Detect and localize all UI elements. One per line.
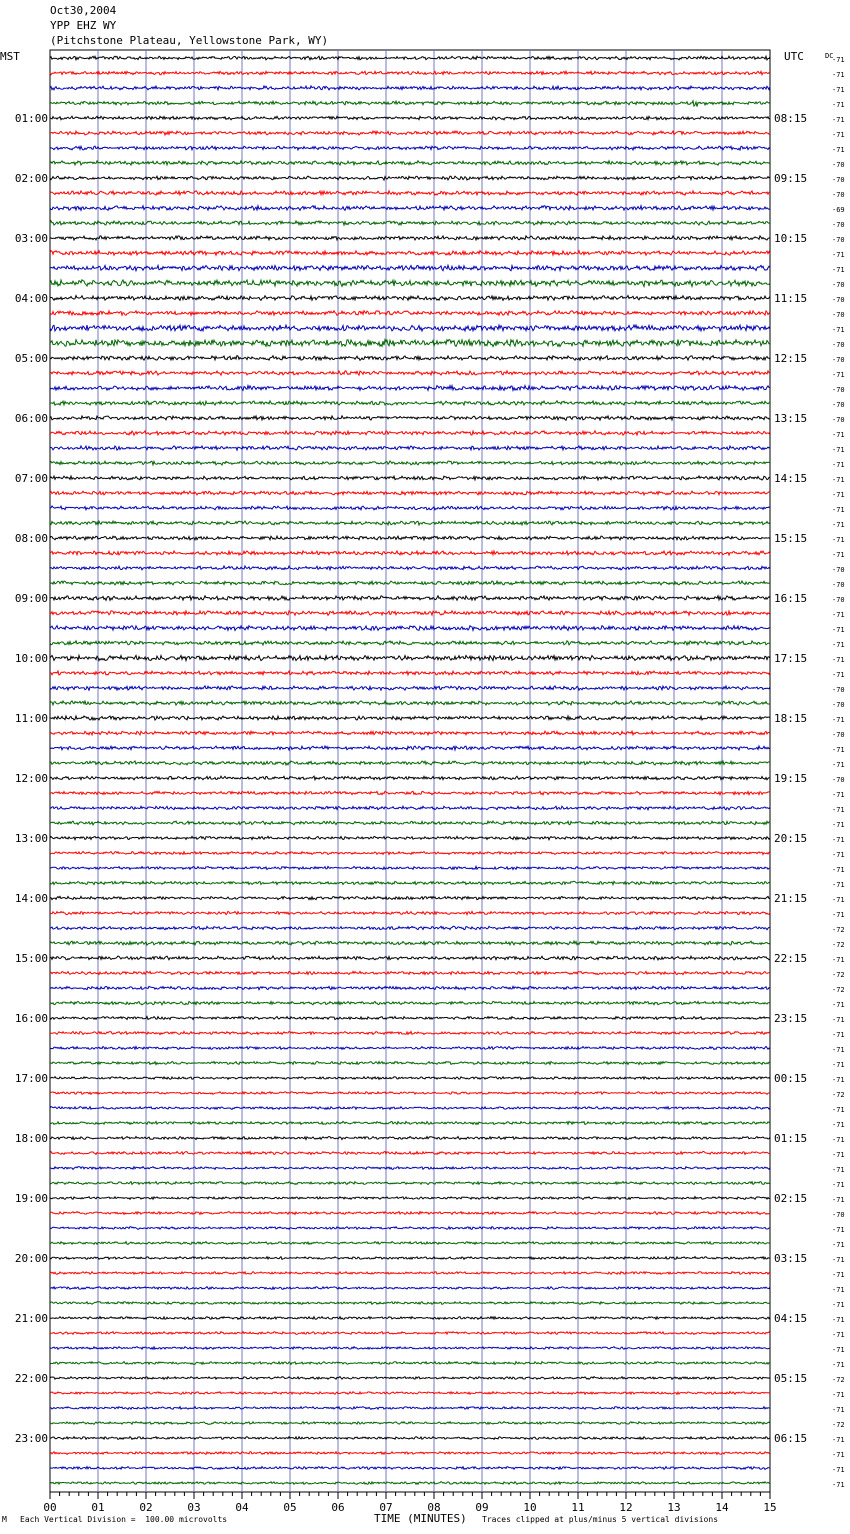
x-tick-label: 12 (619, 1501, 633, 1514)
seismic-trace (50, 596, 770, 601)
seismic-trace (50, 221, 770, 225)
utc-hour-label: 08:15 (774, 112, 808, 125)
seismic-trace (50, 1482, 770, 1485)
dc-offset-label: -70 (832, 581, 845, 589)
seismic-trace (50, 1302, 770, 1305)
seismic-trace (50, 1167, 770, 1170)
seismic-trace (50, 446, 770, 450)
seismic-trace (50, 386, 770, 391)
seismic-trace (50, 746, 770, 750)
dc-offset-label: -70 (832, 596, 845, 604)
dc-offset-label: -72 (832, 1421, 845, 1429)
seismic-trace (50, 101, 770, 107)
seismic-trace (50, 431, 770, 435)
dc-offset-label: -71 (832, 1406, 845, 1414)
seismic-trace (50, 56, 770, 60)
seismic-trace (50, 1212, 770, 1215)
seismic-trace (50, 131, 770, 135)
dc-offset-label: -71 (832, 881, 845, 889)
mst-hour-label: 20:00 (14, 1252, 48, 1265)
x-tick-label: 03 (187, 1501, 201, 1514)
seismic-trace (50, 339, 770, 346)
dc-offset-label: -70 (832, 356, 845, 364)
dc-offset-label: -71 (832, 851, 845, 859)
dc-offset-label: -70 (832, 191, 845, 199)
clip-note: Traces clipped at plus/minus 5 vertical divisions (482, 1515, 719, 1524)
seismic-trace (50, 852, 770, 855)
seismic-trace (50, 986, 770, 989)
dc-offset-label: -70 (832, 566, 845, 574)
dc-offset-label: -71 (832, 716, 845, 724)
x-tick-label: 01 (91, 1501, 105, 1514)
x-tick-label: 13 (667, 1501, 681, 1514)
dc-offset-label: -71 (832, 461, 845, 469)
dc-offset-label: -70 (832, 161, 845, 169)
seismic-trace (50, 1257, 770, 1260)
seismic-trace (50, 581, 770, 585)
mst-hour-label: 04:00 (14, 292, 48, 305)
mst-hour-label: 10:00 (14, 652, 48, 665)
dc-offset-label: -72 (832, 926, 845, 934)
scale-note: Each Vertical Division = 100.00 microvolts (20, 1515, 228, 1524)
dc-offset-label: -71 (832, 131, 845, 139)
dc-offset-label: -71 (832, 1046, 845, 1054)
dc-offset-label: -71 (832, 746, 845, 754)
mst-axis-label: MST (0, 50, 20, 63)
dc-offset-label: -71 (832, 1121, 845, 1129)
utc-hour-label: 15:15 (774, 532, 808, 545)
mst-hour-label: 22:00 (14, 1372, 48, 1385)
mst-hour-label: 16:00 (14, 1012, 48, 1025)
dc-offset-label: -71 (832, 86, 845, 94)
utc-hour-label: 22:15 (774, 952, 808, 965)
dc-offset-label: -69 (832, 206, 845, 214)
seismic-trace (50, 86, 770, 90)
dc-offset-label: -71 (832, 536, 845, 544)
seismic-trace (50, 1151, 770, 1154)
seismic-trace (50, 265, 770, 270)
dc-offset-label: -71 (832, 1316, 845, 1324)
dc-offset-label: -70 (832, 1211, 845, 1219)
dc-offset-label: -71 (832, 1106, 845, 1114)
dc-offset-label: -71 (832, 1001, 845, 1009)
x-tick-label: 09 (475, 1501, 489, 1514)
seismic-trace (50, 461, 770, 465)
dc-offset-label: -70 (832, 416, 845, 424)
dc-offset-label: -72 (832, 941, 845, 949)
seismic-trace (50, 325, 770, 331)
location-label: (Pitchstone Plateau, Yellowstone Park, WY) (50, 34, 329, 47)
dc-offset-label: -71 (832, 251, 845, 259)
dc-offset-label: -70 (832, 296, 845, 304)
x-tick-label: 15 (763, 1501, 777, 1514)
utc-hour-label: 11:15 (774, 292, 808, 305)
dc-offset-label: -71 (832, 671, 845, 679)
seismic-trace (50, 611, 770, 616)
seismic-trace (50, 1332, 770, 1335)
dc-offset-label: -71 (832, 1271, 845, 1279)
seismic-trace (50, 1287, 770, 1290)
seismic-trace (50, 971, 770, 974)
dc-offset-label: -71 (832, 1016, 845, 1024)
dc-offset-label: -71 (832, 1031, 845, 1039)
utc-hour-label: 10:15 (774, 232, 808, 245)
seismic-trace (50, 686, 770, 690)
dc-offset-label: -71 (832, 656, 845, 664)
dc-offset-label: -71 (832, 116, 845, 124)
utc-hour-label: 03:15 (774, 1252, 808, 1265)
seismic-trace (50, 1121, 770, 1124)
dc-offset-label: -71 (832, 1256, 845, 1264)
seismic-trace (50, 791, 770, 795)
seismic-trace (50, 1092, 770, 1095)
dc-offset-label: -71 (832, 371, 845, 379)
x-tick-label: 07 (379, 1501, 393, 1514)
seismic-trace (50, 926, 770, 929)
dc-offset-label: -71 (832, 611, 845, 619)
seismic-trace (50, 1347, 770, 1350)
dc-offset-label: -71 (832, 101, 845, 109)
dc-offset-label: -70 (832, 686, 845, 694)
utc-hour-label: 12:15 (774, 352, 808, 365)
x-tick-label: 00 (43, 1501, 57, 1514)
utc-hour-label: 17:15 (774, 652, 808, 665)
dc-offset-label: -71 (832, 1286, 845, 1294)
seismic-trace (50, 416, 770, 420)
mst-hour-label: 12:00 (14, 772, 48, 785)
mst-hour-label: 21:00 (14, 1312, 48, 1325)
utc-hour-label: 16:15 (774, 592, 808, 605)
seismic-trace (50, 1062, 770, 1065)
dc-offset-label: -71 (832, 146, 845, 154)
x-tick-label: 02 (139, 1501, 153, 1514)
seismic-trace (50, 280, 770, 287)
mst-hour-label: 05:00 (14, 352, 48, 365)
dc-offset-label: -71 (832, 446, 845, 454)
x-tick-label: 06 (331, 1501, 345, 1514)
seismic-trace (50, 731, 770, 735)
seismic-trace (50, 551, 770, 555)
mst-hour-label: 18:00 (14, 1132, 48, 1145)
corner-mark: M (2, 1515, 7, 1524)
seismic-trace (50, 536, 770, 540)
mst-hour-label: 02:00 (14, 172, 48, 185)
seismic-trace (50, 626, 770, 631)
seismic-trace (50, 881, 770, 884)
seismic-trace (50, 671, 770, 675)
utc-hour-label: 09:15 (774, 172, 808, 185)
dc-offset-label: -71 (832, 1361, 845, 1369)
dc-offset-label: -71 (832, 71, 845, 79)
seismic-trace (50, 956, 770, 960)
dc-offset-label: -71 (832, 1226, 845, 1234)
seismic-trace (50, 146, 770, 150)
utc-axis-label: UTC (784, 50, 804, 63)
dc-offset-label: -71 (832, 761, 845, 769)
utc-hour-label: 01:15 (774, 1132, 808, 1145)
dc-offset-label: -71 (832, 1166, 845, 1174)
seismic-trace (50, 1001, 770, 1004)
utc-hour-label: 13:15 (774, 412, 808, 425)
dc-offset-label: -71 (832, 1481, 845, 1489)
seismic-trace (50, 821, 770, 825)
dc-offset-label: -70 (832, 341, 845, 349)
utc-hour-label: 02:15 (774, 1192, 808, 1205)
seismic-trace (50, 1227, 770, 1230)
dc-offset-label: -71 (832, 626, 845, 634)
utc-hour-label: 20:15 (774, 832, 808, 845)
dc-offset-label: -70 (832, 176, 845, 184)
mst-hour-label: 13:00 (14, 832, 48, 845)
seismic-trace (50, 236, 770, 240)
dc-offset-label: -70 (832, 221, 845, 229)
mst-hour-label: 15:00 (14, 952, 48, 965)
dc-offset-label: -71 (832, 1451, 845, 1459)
dc-offset-label: -70 (832, 731, 845, 739)
dc-offset-label: -71 (832, 431, 845, 439)
seismic-trace (50, 251, 770, 256)
station-label: YPP EHZ WY (50, 19, 117, 32)
x-tick-label: 08 (427, 1501, 441, 1514)
dc-offset-label: -71 (832, 1301, 845, 1309)
utc-hour-label: 06:15 (774, 1432, 808, 1445)
seismic-trace (50, 1392, 770, 1395)
dc-offset-label: -71 (832, 1181, 845, 1189)
dc-offset-label: -71 (832, 866, 845, 874)
seismic-trace (50, 701, 770, 705)
seismic-trace (50, 566, 770, 570)
dc-offset-label: -70 (832, 236, 845, 244)
seismic-trace (50, 476, 770, 480)
dc-offset-label: -71 (832, 896, 845, 904)
seismic-trace (50, 71, 770, 75)
utc-hour-label: 14:15 (774, 472, 808, 485)
seismic-trace (50, 371, 770, 375)
dc-offset-label: -71 (832, 266, 845, 274)
dc-offset-label: -71 (832, 1241, 845, 1249)
dc-offset-label: -70 (832, 386, 845, 394)
dc-offset-label: -71 (832, 1391, 845, 1399)
x-tick-label: 05 (283, 1501, 297, 1514)
seismic-trace (50, 191, 770, 195)
mst-hour-label: 14:00 (14, 892, 48, 905)
seismic-trace (50, 1197, 770, 1200)
seismic-trace (50, 641, 770, 645)
seismic-trace (50, 941, 770, 945)
seismic-trace (50, 1107, 770, 1110)
utc-hour-label: 00:15 (774, 1072, 808, 1085)
mst-hour-label: 03:00 (14, 232, 48, 245)
seismic-trace (50, 1452, 770, 1455)
seismic-trace (50, 1017, 770, 1020)
x-tick-label: 04 (235, 1501, 249, 1514)
seismic-trace (50, 806, 770, 810)
seismic-trace (50, 401, 770, 405)
utc-hour-label: 04:15 (774, 1312, 808, 1325)
dc-offset-label: -71 (832, 821, 845, 829)
seismic-trace (50, 1377, 770, 1380)
mst-hour-label: 19:00 (14, 1192, 48, 1205)
dc-offset-label: -71 (832, 791, 845, 799)
dc-offset-label: -71 (832, 1151, 845, 1159)
seismic-trace (50, 911, 770, 914)
dc-offset-label: -71 (832, 806, 845, 814)
x-tick-label: 11 (571, 1501, 585, 1514)
dc-offset-label: -72 (832, 971, 845, 979)
dc-offset-label: -70 (832, 311, 845, 319)
seismic-trace (50, 1182, 770, 1185)
mst-hour-label: 09:00 (14, 592, 48, 605)
dc-offset-label: -70 (832, 401, 845, 409)
seismic-trace (50, 296, 770, 301)
dc-offset-label: -71 (832, 491, 845, 499)
dc-offset-label: -71 (832, 1136, 845, 1144)
seismic-trace (50, 1137, 770, 1140)
dc-offset-label: -71 (832, 641, 845, 649)
dc-offset-label: -71 (832, 836, 845, 844)
dc-offset-label: -71 (832, 1061, 845, 1069)
dc-offset-label: -71 (832, 1466, 845, 1474)
seismic-trace (50, 761, 770, 765)
seismic-trace (50, 506, 770, 510)
utc-hour-label: 19:15 (774, 772, 808, 785)
x-tick-label: 14 (715, 1501, 729, 1514)
mst-hour-label: 11:00 (14, 712, 48, 725)
dc-offset-label: -71 (832, 1346, 845, 1354)
dc-offset-label: -71 (832, 1076, 845, 1084)
dc-offset-label: -71 (832, 521, 845, 529)
dc-offset-label: -71 (832, 1331, 845, 1339)
dc-offset-label: -71 (832, 551, 845, 559)
utc-hour-label: 18:15 (774, 712, 808, 725)
seismic-trace (50, 716, 770, 720)
seismic-trace (50, 896, 770, 899)
seismic-trace (50, 1077, 770, 1080)
seismic-trace (50, 1362, 770, 1365)
dc-offset-label: -71 (832, 56, 845, 64)
dc-offset-label: -72 (832, 986, 845, 994)
seismic-trace (50, 116, 770, 120)
date-label: Oct30,2004 (50, 4, 117, 17)
seismic-trace (50, 1407, 770, 1410)
seismic-trace (50, 206, 770, 211)
dc-offset-label: -71 (832, 1436, 845, 1444)
seismic-trace (50, 836, 770, 839)
mst-hour-label: 23:00 (14, 1432, 48, 1445)
mst-hour-label: 01:00 (14, 112, 48, 125)
mst-hour-label: 06:00 (14, 412, 48, 425)
seismic-trace (50, 1046, 770, 1049)
seismic-trace (50, 1317, 770, 1320)
dc-offset-label: -71 (832, 911, 845, 919)
utc-hour-label: 21:15 (774, 892, 808, 905)
mst-hour-label: 07:00 (14, 472, 48, 485)
x-axis-title: TIME (MINUTES) (374, 1512, 467, 1525)
seismic-trace (50, 521, 770, 525)
seismic-trace (50, 356, 770, 361)
seismic-trace (50, 1272, 770, 1275)
dc-offset-label: -72 (832, 1091, 845, 1099)
dc-offset-label: -71 (832, 476, 845, 484)
dc-offset-label: -71 (832, 506, 845, 514)
seismic-trace (50, 1422, 770, 1425)
mst-hour-label: 08:00 (14, 532, 48, 545)
utc-hour-label: 05:15 (774, 1372, 808, 1385)
x-tick-label: 10 (523, 1501, 537, 1514)
seismic-trace (50, 1437, 770, 1440)
dc-offset-label: -71 (832, 956, 845, 964)
seismic-trace (50, 491, 770, 495)
seismic-trace (50, 176, 770, 180)
seismic-trace (50, 1467, 770, 1470)
seismic-trace (50, 1032, 770, 1035)
seismic-trace (50, 655, 770, 660)
seismic-trace (50, 866, 770, 869)
seismic-trace (50, 1242, 770, 1245)
seismic-trace (50, 161, 770, 165)
mst-hour-label: 17:00 (14, 1072, 48, 1085)
dc-offset-label: -72 (832, 1376, 845, 1384)
dc-offset-label: -70 (832, 701, 845, 709)
seismic-trace (50, 311, 770, 316)
utc-hour-label: 23:15 (774, 1012, 808, 1025)
seismic-trace (50, 776, 770, 780)
dc-offset-label: -71 (832, 326, 845, 334)
dc-offset-label: -70 (832, 776, 845, 784)
dc-offset-label: -70 (832, 281, 845, 289)
dc-header-label: DC (825, 52, 834, 60)
dc-offset-label: -71 (832, 1196, 845, 1204)
